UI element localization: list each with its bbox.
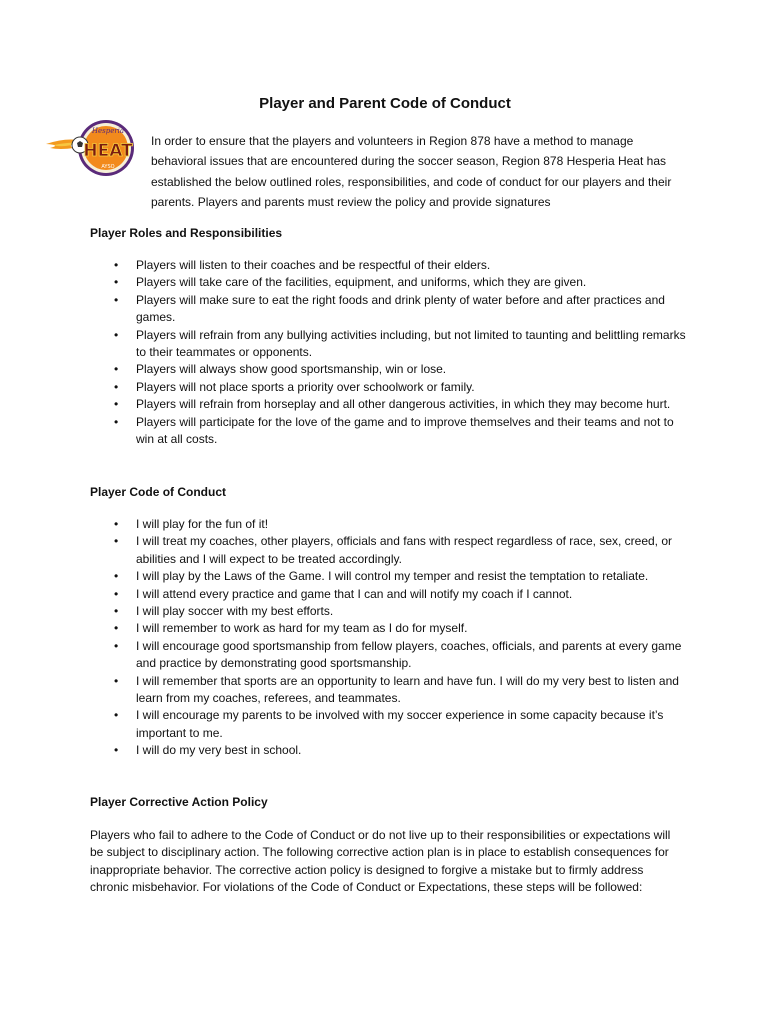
list-item: • Players will make sure to eat the right foods and drink plenty of water before and after practices and games. [110, 292, 690, 327]
list-item: • I will play soccer with my best efforts. [110, 603, 690, 620]
list-item: • Players will take care of the facilities, equipment, and uniforms, which they are given. [110, 274, 690, 291]
list-item: • I will treat my coaches, other players, officials and fans with respect regardless of race, sex, creed, or abilities and I will expect to be treated accordingly. [110, 533, 690, 568]
list-item: • I will remember to work as hard for my team as I do for myself. [110, 620, 690, 637]
roles-list [110, 257, 690, 448]
corrective-heading: Player Corrective Action Policy [90, 795, 268, 809]
list-item: • I will encourage my parents to be involved with my soccer experience in some capacity because it’s important to me. [110, 707, 690, 742]
logo-text-top: Hesperia [91, 127, 125, 135]
intro-paragraph: In order to ensure that the players and volunteers in Region 878 have a method to manage behavioral issues that are encountered during the soccer season, Region 878 Hesperia Heat has established the below outlined roles, responsibilities, and code of conduct for our players and their parents. Players and parents must review the policy and provide signatures [151, 134, 672, 209]
list-item: • I will play for the fun of it! [110, 516, 690, 533]
list-item: • Players will always show good sportsmanship, win or lose. [110, 361, 690, 378]
list-item: • Players will not place sports a priority over schoolwork or family. [110, 379, 690, 396]
corrective-paragraph: Players who fail to adhere to the Code of Conduct or do not live up to their responsibilities or expectations will be subject to disciplinary action. The following corrective action plan is in place to establish consequences for inappropriate behavior. The corrective action policy is designed to forgive a mistake but to firmly address chronic misbehavior. For violations of the Code of Conduct or Expectations, these steps will be followed: [90, 828, 671, 895]
conduct-heading: Player Code of Conduct [90, 485, 227, 499]
list-item: • I will attend every practice and game that I can and will notify my coach if I cannot. [110, 586, 690, 603]
roles-heading: Player Roles and Responsibilities [90, 226, 283, 240]
list-item: • Players will listen to their coaches and be respectful of their elders. [110, 257, 690, 274]
page-title: Player and Parent Code of Conduct [259, 95, 511, 112]
list-item: • Players will refrain from any bullying activities including, but not limited to taunting and belittling remarks to their teammates or opponents. [110, 327, 690, 362]
list-item: • I will do my very best in school. [110, 742, 690, 759]
logo-text-bottom: AYSO [101, 164, 115, 170]
hesperia-heat-logo [44, 118, 140, 180]
list-item: • Players will participate for the love of the game and to improve themselves and their teams and not to win at all costs. [110, 414, 690, 449]
conduct-list [110, 516, 690, 760]
list-item: • Players will refrain from horseplay and all other dangerous activities, in which they may become hurt. [110, 396, 690, 413]
list-item: • I will remember that sports are an opportunity to learn and have fun. I will do my very best to listen and learn from my coaches, referees, and teammates. [110, 673, 690, 708]
logo-text-main: HEAT [83, 141, 133, 161]
list-item: • I will encourage good sportsmanship from fellow players, coaches, officials, and parents at every game and practice by demonstrating good sportsmanship. [110, 638, 690, 673]
list-item: • I will play by the Laws of the Game. I will control my temper and resist the temptation to retaliate. [110, 568, 690, 585]
